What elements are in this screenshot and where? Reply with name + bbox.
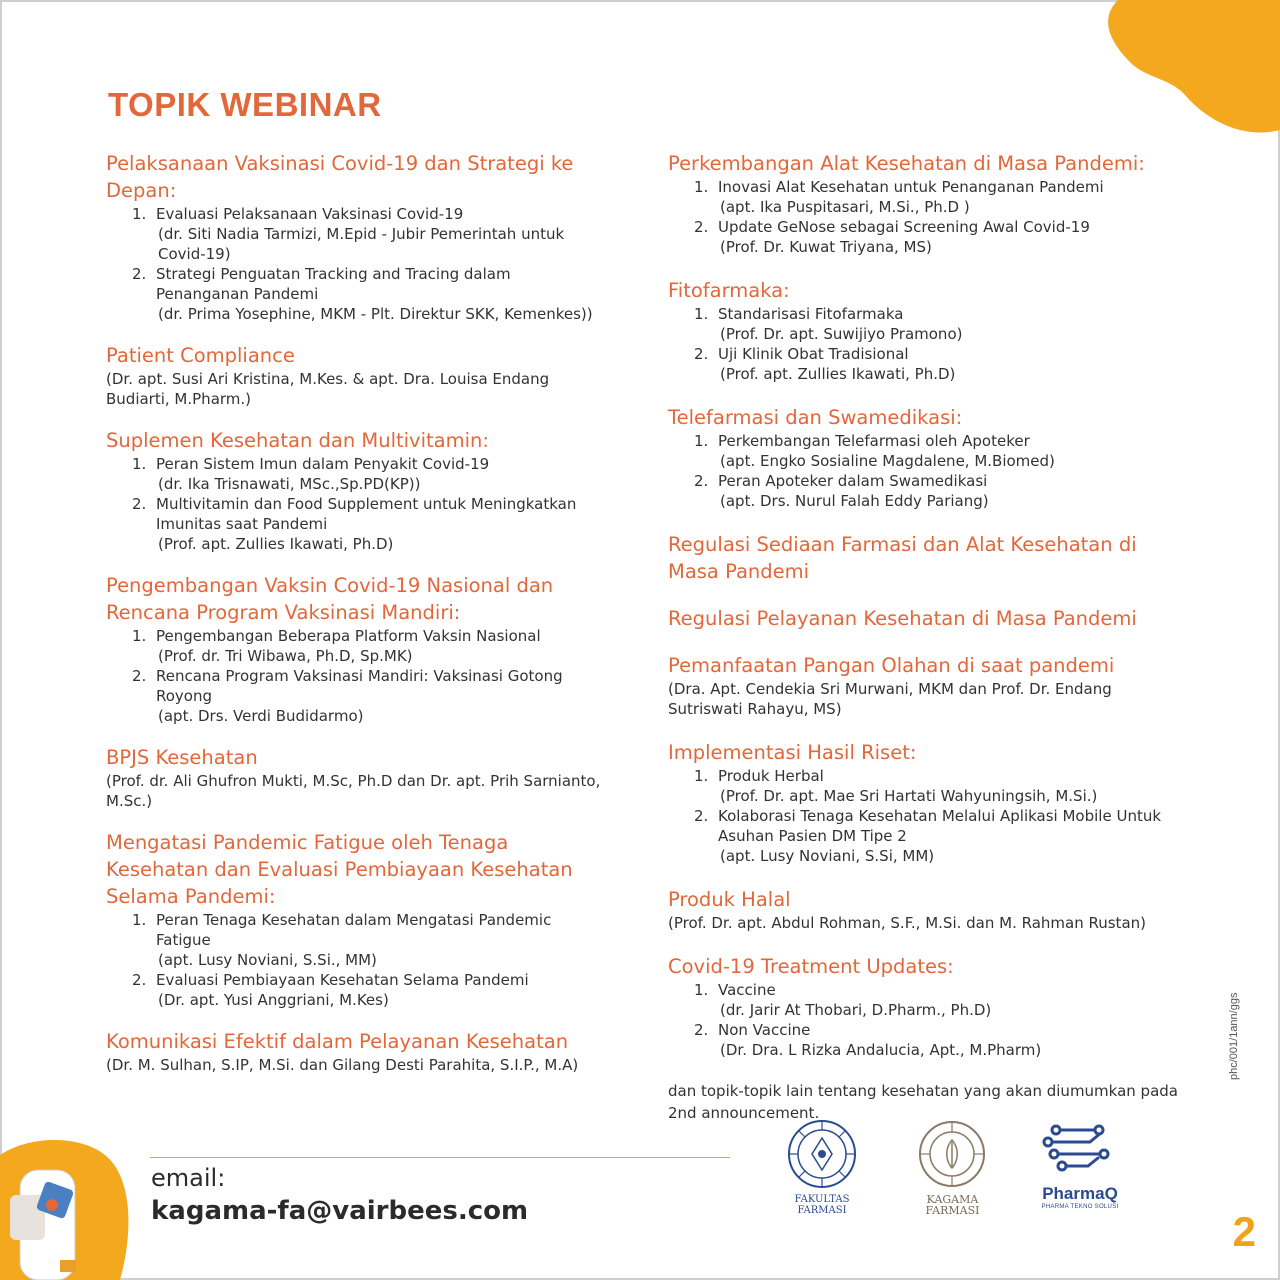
item-number: 1. (694, 305, 709, 323)
item-body (718, 471, 1188, 511)
fakultas-caption-1: FAKULTAS (794, 1194, 850, 1205)
topic-section (106, 572, 606, 726)
topic-title: Regulasi Pelayanan Kesehatan di Masa Pandemi (668, 607, 1137, 630)
subtopic-item (694, 344, 1188, 384)
subtopic-speaker: (apt. Drs. Nurul Falah Eddy Pariang) (720, 492, 989, 510)
subtopic-title: Produk Herbal (718, 767, 824, 785)
subtopic-title: Uji Klinik Obat Tradisional (718, 345, 909, 363)
ugm-emblem-icon (782, 1118, 862, 1190)
topic-title: Pemanfaatan Pangan Olahan di saat pandemi (668, 654, 1115, 677)
subtopic-speaker: (Prof. Dr. Kuwat Triyana, MS) (720, 238, 932, 256)
item-body (156, 666, 606, 726)
fakultas-farmasi-logo (782, 1118, 862, 1216)
item-number: 1. (132, 455, 147, 473)
pharmaq-name: PharmaQ (1042, 1184, 1118, 1203)
item-body (156, 626, 606, 666)
topic-title: Komunikasi Efektif dalam Pelayanan Kesehatan (106, 1030, 569, 1053)
pharmaq-tagline: PHARMA TEKNO SOLUSI (1041, 1204, 1119, 1210)
subtopic-title: Inovasi Alat Kesehatan untuk Penanganan Pandemi (718, 178, 1104, 196)
topic-section (668, 404, 1188, 511)
decorative-blob-top (1090, 0, 1280, 140)
item-number: 1. (132, 911, 147, 929)
subtopic-speaker: (apt. Lusy Noviani, S.Si, MM) (720, 847, 935, 865)
topic-section (668, 277, 1188, 384)
item-body (156, 494, 606, 554)
subtopic-item (132, 970, 606, 1010)
item-number: 2. (694, 807, 709, 825)
subtopic-speaker: (apt. Drs. Verdi Budidarmo) (158, 707, 364, 725)
subtopic-title: Rencana Program Vaksinasi Mandiri: Vaksinasi Gotong Royong (156, 667, 563, 705)
topic-title: Implementasi Hasil Riset: (668, 741, 917, 764)
topic-speakers: (Prof. dr. Ali Ghufron Mukti, M.Sc, Ph.D dan Dr. apt. Prih Sarnianto, M.Sc.) (106, 772, 601, 810)
item-body (156, 204, 606, 264)
topic-title: Pelaksanaan Vaksinasi Covid-19 dan Strategi ke Depan: (106, 152, 574, 202)
subtopic-speaker: (dr. Prima Yosephine, MKM - Plt. Direktur SKK, Kemenkes)) (158, 305, 593, 323)
subtopic-list (106, 454, 606, 554)
topic-section (106, 427, 606, 554)
topic-section (106, 744, 606, 811)
subtopic-speaker: (Prof. apt. Zullies Ikawati, Ph.D) (158, 535, 394, 553)
topic-title: Patient Compliance (106, 344, 295, 367)
footer-divider (150, 1157, 730, 1158)
topic-section (668, 652, 1188, 719)
item-number: 1. (694, 178, 709, 196)
circuit-molecule-icon (1040, 1118, 1120, 1180)
subtopic-title: Evaluasi Pembiayaan Kesehatan Selama Pandemi (156, 971, 529, 989)
item-number: 1. (132, 627, 147, 645)
subtopic-title: Perkembangan Telefarmasi oleh Apoteker (718, 432, 1030, 450)
topic-section (106, 1028, 606, 1075)
topic-section (668, 605, 1188, 632)
subtopic-list (106, 626, 606, 726)
item-body (718, 766, 1188, 806)
kagama-farmasi-logo (915, 1118, 990, 1216)
subtopic-item (132, 494, 606, 554)
subtopic-speaker: (Prof. dr. Tri Wibawa, Ph.D, Sp.MK) (158, 647, 413, 665)
subtopic-title: Peran Sistem Imun dalam Penyakit Covid-19 (156, 455, 490, 473)
subtopic-list (106, 204, 606, 324)
topic-title: Produk Halal (668, 888, 791, 911)
topic-section (668, 739, 1188, 866)
item-number: 2. (132, 667, 147, 685)
topic-section (106, 150, 606, 324)
topic-section (106, 829, 606, 1010)
topic-title: Covid-19 Treatment Updates: (668, 955, 954, 978)
document-code: phc/001/1ann/ggs (1228, 992, 1240, 1080)
topic-section (668, 953, 1188, 1060)
topic-section (106, 342, 606, 409)
item-number: 1. (694, 432, 709, 450)
topic-title: BPJS Kesehatan (106, 746, 258, 769)
item-number: 2. (132, 495, 147, 513)
subtopic-speaker: (Prof. Dr. apt. Suwijiyo Pramono) (720, 325, 963, 343)
subtopic-item (694, 806, 1188, 866)
item-number: 1. (694, 767, 709, 785)
subtopic-speaker: (apt. Engko Sosialine Magdalene, M.Biomed) (720, 452, 1055, 470)
item-body (718, 806, 1188, 866)
kagama-caption-2: FARMASI (925, 1204, 980, 1217)
item-number: 2. (132, 265, 147, 283)
subtopic-speaker: (Prof. Dr. apt. Mae Sri Hartati Wahyuningsih, M.Si.) (720, 787, 1098, 805)
item-body (156, 454, 606, 494)
page-title: TOPIK WEBINAR (108, 86, 382, 123)
subtopic-list (668, 980, 1188, 1060)
item-body (156, 264, 606, 324)
email-label: email: (151, 1164, 226, 1192)
item-number: 1. (132, 205, 147, 223)
right-topic-column (668, 150, 1188, 1124)
fakultas-caption-2: FARMASI (797, 1205, 847, 1216)
subtopic-title: Vaccine (718, 981, 776, 999)
subtopic-item (694, 766, 1188, 806)
topic-title: Pengembangan Vaksin Covid-19 Nasional dan Rencana Program Vaksinasi Mandiri: (106, 574, 554, 624)
subtopic-title: Kolaborasi Tenaga Kesehatan Melalui Aplikasi Mobile Untuk Asuhan Pasien DM Tipe 2 (718, 807, 1162, 845)
item-body (718, 217, 1188, 257)
topic-section (668, 531, 1188, 585)
item-number: 2. (694, 1021, 709, 1039)
subtopic-item (132, 454, 606, 494)
item-body (718, 980, 1188, 1020)
subtopic-speaker: (dr. Ika Trisnawati, MSc.,Sp.PD(KP)) (158, 475, 421, 493)
subtopic-item (694, 304, 1188, 344)
subtopic-title: Evaluasi Pelaksanaan Vaksinasi Covid-19 (156, 205, 464, 223)
subtopic-item (694, 471, 1188, 511)
subtopic-speaker: (Prof. apt. Zullies Ikawati, Ph.D) (720, 365, 956, 383)
item-number: 2. (694, 472, 709, 490)
subtopic-title: Standarisasi Fitofarmaka (718, 305, 904, 323)
item-body (718, 431, 1188, 471)
topic-speakers: (Prof. Dr. apt. Abdul Rohman, S.F., M.Si. dan M. Rahman Rustan) (668, 914, 1146, 932)
item-body (718, 177, 1188, 217)
subtopic-title: Pengembangan Beberapa Platform Vaksin Nasional (156, 627, 541, 645)
item-body (718, 304, 1188, 344)
subtopic-item (132, 264, 606, 324)
subtopic-item (132, 910, 606, 970)
item-number: 2. (694, 218, 709, 236)
item-number: 1. (694, 981, 709, 999)
announcement-note: dan topik-topik lain tentang kesehatan yang akan diumumkan pada 2nd announcement. (668, 1082, 1178, 1122)
left-topic-column (106, 150, 606, 1093)
subtopic-item (694, 1020, 1188, 1060)
subtopic-title: Multivitamin dan Food Supplement untuk Meningkatkan Imunitas saat Pandemi (156, 495, 577, 533)
subtopic-speaker: (dr. Siti Nadia Tarmizi, M.Epid - Jubir Pemerintah untuk Covid-19) (158, 225, 565, 263)
topic-title: Fitofarmaka: (668, 279, 790, 302)
topic-speakers: (Dra. Apt. Cendekia Sri Murwani, MKM dan Prof. Dr. Endang Sutriswati Rahayu, MS) (668, 680, 1112, 718)
topic-title: Mengatasi Pandemic Fatigue oleh Tenaga Kesehatan dan Evaluasi Pembiayaan Kesehatan Selama Pandemi: (106, 831, 573, 908)
subtopic-title: Peran Tenaga Kesehatan dalam Mengatasi Pandemic Fatigue (156, 911, 552, 949)
page-number: 2 (1232, 1208, 1256, 1255)
topic-section (668, 886, 1188, 933)
topic-title: Telefarmasi dan Swamedikasi: (668, 406, 963, 429)
pharmaq-logo (1040, 1118, 1120, 1210)
subtopic-item (132, 626, 606, 666)
item-body (156, 970, 606, 1010)
topic-section (668, 150, 1188, 257)
decorative-illustration-bottom (0, 1135, 135, 1280)
subtopic-title: Non Vaccine (718, 1021, 811, 1039)
item-body (718, 1020, 1188, 1060)
item-number: 2. (132, 971, 147, 989)
subtopic-list (668, 177, 1188, 257)
topic-title: Suplemen Kesehatan dan Multivitamin: (106, 429, 489, 452)
subtopic-title: Strategi Penguatan Tracking and Tracing dalam Penanganan Pandemi (156, 265, 511, 303)
kagama-emblem-icon (915, 1118, 990, 1190)
subtopic-speaker: (Dr. apt. Yusi Anggriani, M.Kes) (158, 991, 389, 1009)
subtopic-list (106, 910, 606, 1010)
topic-speakers: (Dr. M. Sulhan, S.IP, M.Si. dan Gilang Desti Parahita, S.I.P., M.A) (106, 1056, 579, 1074)
subtopic-item (694, 980, 1188, 1020)
subtopic-item (694, 217, 1188, 257)
subtopic-speaker: (dr. Jarir At Thobari, D.Pharm., Ph.D) (720, 1001, 992, 1019)
subtopic-item (694, 431, 1188, 471)
topic-title: Regulasi Sediaan Farmasi dan Alat Kesehatan di Masa Pandemi (668, 533, 1137, 583)
subtopic-item (132, 204, 606, 264)
item-body (156, 910, 606, 970)
topic-title: Perkembangan Alat Kesehatan di Masa Pandemi: (668, 152, 1145, 175)
subtopic-speaker: (Dr. Dra. L Rizka Andalucia, Apt., M.Pharm) (720, 1041, 1042, 1059)
right-topic-sections (668, 150, 1188, 1060)
item-number: 2. (694, 345, 709, 363)
subtopic-item (694, 177, 1188, 217)
subtopic-title: Update GeNose sebagai Screening Awal Covid-19 (718, 218, 1090, 236)
subtopic-speaker: (apt. Ika Puspitasari, M.Si., Ph.D ) (720, 198, 970, 216)
subtopic-list (668, 766, 1188, 866)
email-address: kagama-fa@vairbees.com (151, 1196, 529, 1226)
subtopic-item (132, 666, 606, 726)
subtopic-title: Peran Apoteker dalam Swamedikasi (718, 472, 988, 490)
kagama-caption-1: KAGAMA (926, 1193, 979, 1206)
subtopic-list (668, 431, 1188, 511)
item-body (718, 344, 1188, 384)
topic-speakers: (Dr. apt. Susi Ari Kristina, M.Kes. & apt. Dra. Louisa Endang Budiarti, M.Pharm.) (106, 370, 550, 408)
subtopic-list (668, 304, 1188, 384)
subtopic-speaker: (apt. Lusy Noviani, S.Si., MM) (158, 951, 377, 969)
